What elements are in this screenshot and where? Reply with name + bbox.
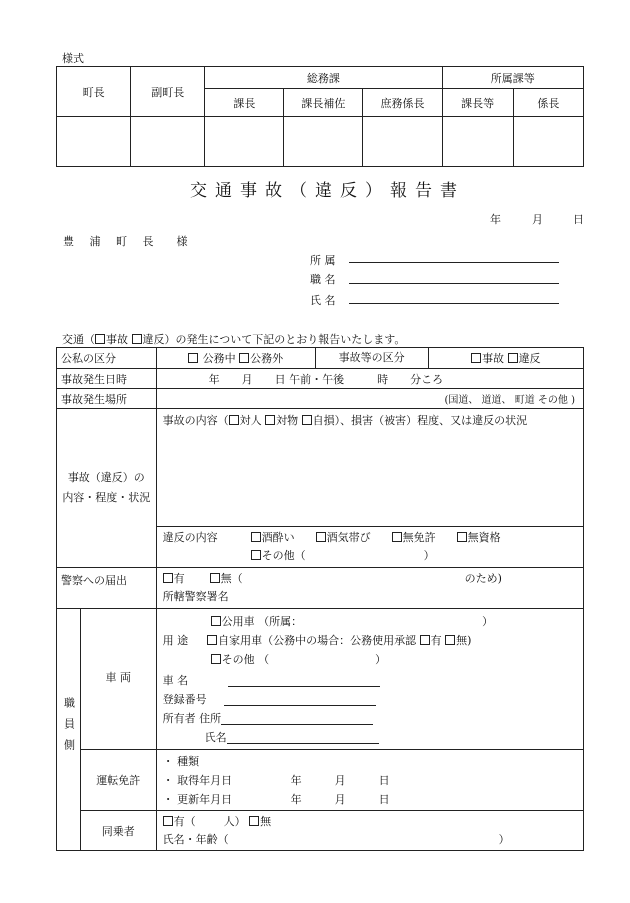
unlicensed-checkbox[interactable] — [392, 532, 402, 542]
vehicle-cell — [156, 609, 583, 750]
violation-other-checkbox[interactable] — [251, 550, 261, 560]
owner-name-field[interactable] — [227, 731, 379, 744]
public-private-options — [157, 350, 315, 366]
police-reason-close: のため) — [464, 572, 502, 585]
alcohol-text: 酒気帯び — [326, 531, 371, 544]
injury-person-checkbox[interactable] — [229, 415, 239, 425]
on-duty-text: 公務中 — [202, 352, 236, 365]
official-car-close: ） — [482, 614, 494, 628]
general-affairs-chief-stamp-box[interactable] — [363, 117, 442, 167]
intro-prefix: 交通（ — [62, 333, 95, 346]
incident-place-field[interactable] — [156, 389, 583, 409]
passenger-yes-text: 有（ — [173, 814, 196, 828]
off-duty-text: 公務外 — [250, 352, 284, 365]
approval-no-checkbox[interactable] — [445, 635, 455, 645]
approval-no-text: 無) — [456, 633, 472, 647]
incident-date-field[interactable]: 年 月 日 午前・午後 時 分ころ — [156, 369, 583, 389]
reporter-name-field[interactable] — [349, 303, 559, 304]
date-year-label: 年 — [490, 213, 501, 226]
own-clerk-stamp-box[interactable] — [513, 117, 583, 167]
license-acquired-label: ・ 取得年月日 — [162, 773, 233, 787]
violation-other-close: ） — [423, 549, 435, 562]
incident-class-options — [429, 350, 583, 366]
drunk-checkbox[interactable] — [251, 532, 261, 542]
accident-content-field[interactable] — [156, 409, 583, 527]
intro-sentence — [62, 331, 405, 347]
violation-content-cell — [156, 527, 583, 568]
chief-stamp-box[interactable] — [205, 117, 284, 167]
injury-object-text: 対物 — [276, 414, 299, 427]
class-violation-checkbox[interactable] — [508, 353, 518, 363]
class-accident-checkbox[interactable] — [471, 353, 481, 363]
injury-self-text: 自損）、損害（被害）程度、又は違反の状況 — [312, 414, 528, 427]
own-chief-stamp-box[interactable] — [442, 117, 513, 167]
intro-accident-text: 事故 — [106, 333, 128, 346]
license-cell — [156, 750, 583, 811]
own-chief-header: 課長等 — [442, 89, 513, 117]
police-no-text: 無（ — [220, 572, 243, 585]
approval-table — [56, 66, 584, 167]
vehicle-other-text: その他 （ — [221, 652, 270, 666]
violation-content-prefix: 違反の内容 — [162, 531, 218, 544]
date-month-label: 月 — [532, 213, 543, 226]
public-private-cell — [156, 348, 583, 369]
passenger-label: 同乗者 — [80, 811, 156, 851]
reporter-position-field[interactable] — [349, 283, 559, 284]
police-yes-text: 有 — [173, 572, 185, 585]
passenger-cell — [156, 811, 583, 851]
incident-date-label: 事故発生日時 — [57, 369, 157, 389]
passenger-name-age-close: ） — [498, 832, 510, 846]
mayor-header: 町長 — [57, 67, 131, 117]
injury-object-checkbox[interactable] — [265, 415, 275, 425]
use-label: 用 途 — [162, 633, 189, 647]
mayor-stamp-box[interactable] — [57, 117, 131, 167]
owner-address-label: 所有者 住所 — [162, 711, 222, 725]
form-label: 様式 — [62, 52, 84, 65]
reg-no-field[interactable] — [224, 693, 376, 706]
report-table — [56, 347, 584, 851]
unqualified-checkbox[interactable] — [457, 532, 467, 542]
private-car-checkbox[interactable] — [207, 635, 217, 645]
own-clerk-header: 係長 — [513, 89, 583, 117]
alcohol-checkbox[interactable] — [316, 532, 326, 542]
unqualified-text: 無資格 — [467, 531, 501, 544]
injury-person-text: 対人 — [239, 414, 262, 427]
general-affairs-header: 総務課 — [205, 67, 442, 89]
accident-content-prefix: 事故の内容（ — [162, 414, 229, 427]
incident-class-label: 事故等の区分 — [315, 348, 429, 368]
intro-violation-checkbox[interactable] — [132, 334, 142, 344]
passenger-persons-text: 人） — [223, 814, 246, 828]
license-type: ・ 種類 — [162, 754, 200, 768]
owner-address-field[interactable] — [221, 712, 373, 725]
intro-violation-text: 違反）の発生について下記のとおり報告いたします。 — [142, 333, 406, 346]
intro-accident-checkbox[interactable] — [95, 334, 105, 344]
police-report-label: 警察への届出 — [57, 568, 157, 609]
license-label: 運転免許 — [80, 750, 156, 811]
vehicle-other-checkbox[interactable] — [211, 654, 221, 664]
police-yes-checkbox[interactable] — [163, 573, 173, 583]
content-label-line2: 内容・程度・状況 — [62, 491, 151, 504]
injury-self-checkbox[interactable] — [302, 415, 312, 425]
deputy-mayor-stamp-box[interactable] — [131, 117, 205, 167]
private-car-text: 自家用車（公務中の場合：公務使用承認 — [218, 633, 417, 647]
approval-yes-checkbox[interactable] — [420, 635, 430, 645]
vehicle-label: 車 両 — [80, 609, 156, 750]
page-title: 交通事故（違反）報告書 — [190, 181, 465, 201]
chief-header: 課長 — [205, 89, 284, 117]
police-no-checkbox[interactable] — [210, 573, 220, 583]
car-name-label: 車 名 — [162, 673, 189, 687]
assistant-chief-header: 課長補佐 — [284, 89, 363, 117]
passenger-name-age-label: 氏名・年齢（ — [162, 832, 229, 846]
public-private-label: 公私の区分 — [57, 348, 157, 369]
violation-other-text: その他（ — [261, 549, 306, 562]
police-station-label: 所轄警察署名 — [162, 590, 229, 603]
incident-place-label: 事故発生場所 — [57, 389, 157, 409]
off-duty-checkbox[interactable] — [239, 353, 249, 363]
license-renewed-date[interactable]: 年 月 日 — [290, 792, 390, 806]
road-type-options: (国道、 道道、 町道 その他 ) — [444, 395, 575, 406]
general-affairs-chief-header: 庶務係長 — [363, 89, 442, 117]
staff-side-label — [57, 609, 81, 851]
drunk-text: 酒酔い — [261, 531, 295, 544]
police-report-cell — [156, 568, 583, 609]
reporter-name-label: 氏 名 — [310, 294, 336, 307]
passenger-none-text: 無 — [260, 814, 272, 828]
passenger-yes-checkbox[interactable] — [163, 816, 173, 826]
class-accident-text: 事故 — [482, 352, 505, 365]
owner-name-label: 氏名 — [204, 730, 227, 744]
class-violation-text: 違反 — [518, 352, 541, 365]
on-duty-checkbox[interactable] — [188, 353, 198, 363]
content-label — [57, 409, 157, 568]
content-label-line1: 事故（違反）の — [67, 471, 145, 484]
passenger-none-checkbox[interactable] — [249, 816, 259, 826]
own-dept-header: 所属課等 — [442, 67, 583, 89]
approval-yes-text: 有 — [430, 633, 442, 647]
reg-no-label: 登録番号 — [162, 692, 207, 706]
car-name-field[interactable] — [228, 674, 380, 687]
addressee: 豊 浦 町 長 様 — [63, 235, 194, 248]
deputy-mayor-header: 副町長 — [131, 67, 205, 117]
license-acquired-date[interactable]: 年 月 日 — [290, 773, 390, 787]
staff-side-text: 職員側 — [62, 696, 76, 760]
official-car-checkbox[interactable] — [211, 616, 221, 626]
unlicensed-text: 無免許 — [402, 531, 436, 544]
date-day-label: 日 — [573, 213, 584, 226]
license-renewed-label: ・ 更新年月日 — [162, 792, 233, 806]
vehicle-other-close: ） — [375, 652, 387, 666]
official-car-text: 公用車 （所属： — [221, 614, 303, 628]
reporter-affiliation-label: 所 属 — [310, 254, 336, 267]
assistant-chief-stamp-box[interactable] — [284, 117, 363, 167]
reporter-position-label: 職 名 — [310, 273, 336, 286]
reporter-affiliation-field[interactable] — [349, 262, 559, 263]
